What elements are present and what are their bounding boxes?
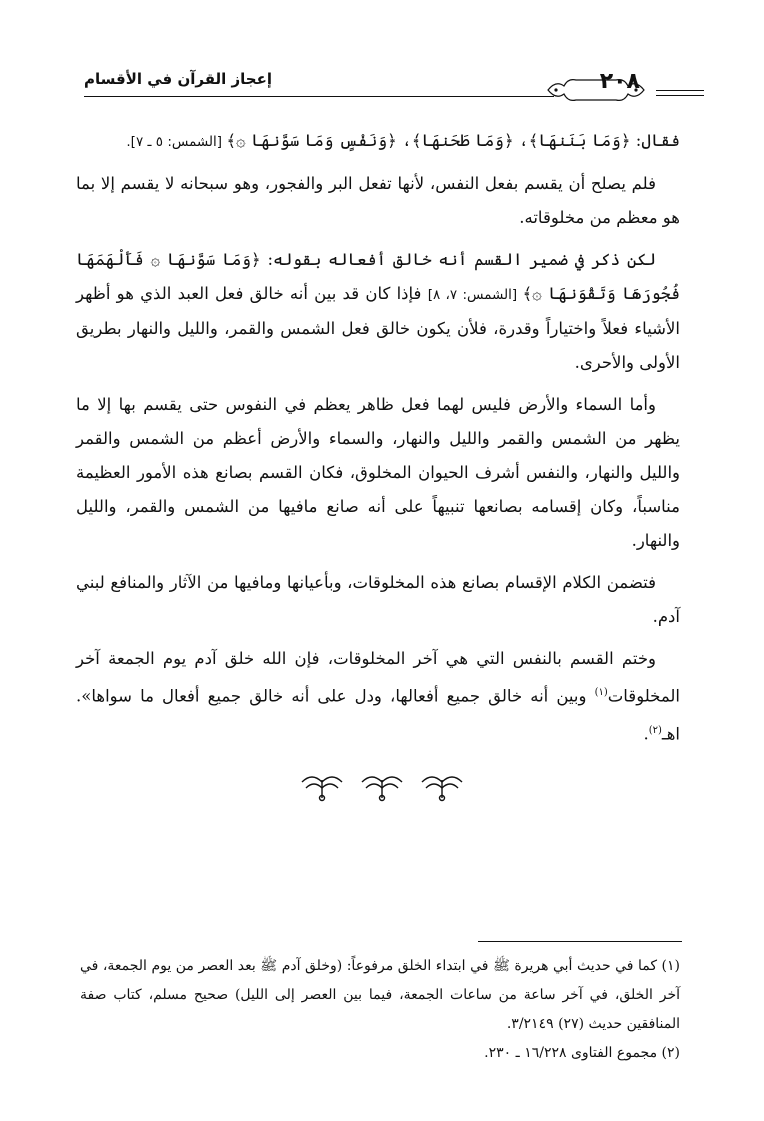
footnote-marker[interactable]: (٢): [648, 724, 662, 736]
text-run: لكن ذكر في ضمير القسم أنه خالق أفعاله بقوله:: [260, 250, 656, 269]
header-rule: [656, 90, 704, 91]
header-rule: [656, 95, 704, 96]
paragraph: فلم يصلح أن يقسم بفعل النفس، لأنها تفعل البر والفجور، وهو سبحانه لا يقسم إلا بما هو معظم من مخلوقاته.: [76, 174, 680, 227]
paragraph: [76, 642, 680, 751]
footnote: (٢) مجموع الفتاوى ١٦/٢٢٨ ـ ٢٣٠.: [484, 1045, 680, 1061]
footnotes: [80, 952, 680, 1068]
paragraph: [76, 124, 680, 159]
section-divider-ornament-icon: [292, 768, 472, 804]
quran-verse: ﴿وَنَفْسٍ وَمَا سَوَّنهَا ۞﴾: [226, 131, 397, 150]
footnote-separator: [478, 941, 682, 942]
text-run: وبين أنه خالق جميع أفعالها، ودل على أنه خالق جميع أفعال ما سواها». اهـ: [76, 686, 680, 743]
header-rule: [84, 96, 554, 97]
main-text: [76, 124, 680, 759]
quran-verse: ﴿وَمَا طَحَنهَا﴾: [411, 131, 514, 150]
paragraph: [76, 243, 680, 380]
text-run: .: [643, 724, 649, 743]
text-run: فقال:: [630, 131, 680, 150]
book-title: إعجاز القرآن في الأقسام: [84, 70, 272, 88]
verse-reference: [الشمس: ٧، ٨]: [427, 287, 523, 303]
page-header: [84, 66, 704, 106]
footnote: (١) كما في حديث أبي هريرة ﷺ في ابتداء الخلق مرفوعاً: (وخلق آدم ﷺ بعد العصر من يوم الجمعة، في آخر الخلق، في آخر ساعة من ساعات الجمعة، فيما بين العصر إلى الليل) صحيح مسلم، كتاب صفة المنافقين حديث (٢٧) ٣/٢١٤٩.: [80, 958, 680, 1032]
paragraph: وأما السماء والأرض فليس لهما فعل ظاهر يعظم في النفوس حتى يقسم بها إلا ما يظهر من الشمس والقمر والليل والنهار، والسماء والأرض أعظم من الشمس والقمر والليل والنهار، والنفس أشرف الحيوان المخلوق، فكان القسم بصانع هذه الأمور العظيمة مناسباً، وكان إقسامه بصانعها تنبيهاً على أنه صانع مافيها من الشمس والقمر، والليل والنهار.: [76, 395, 680, 550]
text-run: ،: [396, 131, 412, 150]
footnote-marker[interactable]: (١): [594, 687, 608, 698]
quran-verse: ﴿وَمَا بَنَنهَا﴾: [528, 131, 631, 150]
text-run: ،: [513, 131, 529, 150]
text-run: فإذا كان قد بين أنه خالق فعل العبد الذي هو أظهر الأشياء فعلاً واختياراً وقدرة، فلأن يكون خالق فعل الشمس والقمر، والليل والنهار بطريق الأولى والأحرى.: [76, 284, 680, 372]
verse-reference: [الشمس: ٥ ـ ٧].: [126, 134, 227, 150]
quran-verse: ﴿وَمَا سَوَّنهَا ۞ فَأَلْهَمَهَا فُجُورَهَا وَتَقْوَنهَا ۞﴾: [76, 250, 680, 303]
text-run: وختم القسم بالنفس التي هي آخر المخلوقات، فإن الله خلق آدم يوم الجمعة آخر المخلوقات: [76, 649, 680, 706]
paragraph: فتضمن الكلام الإقسام بصانع هذه المخلوقات، وبأعيانها ومافيها من الآثار والمنافع لبني آدم.: [76, 573, 680, 626]
page-number: ٢٠٨: [599, 69, 640, 94]
